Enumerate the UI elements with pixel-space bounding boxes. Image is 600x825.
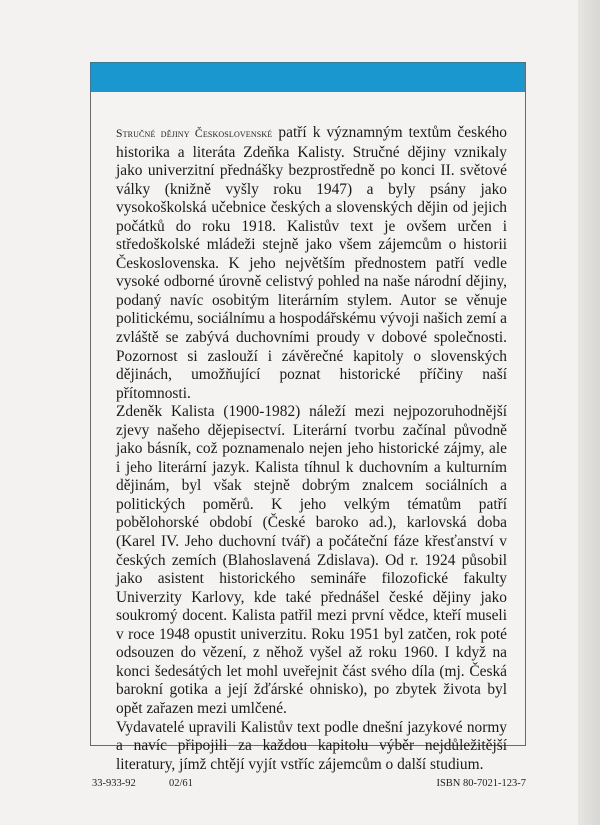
catalog-number: 02/61 [169,778,193,789]
text-frame [90,62,526,773]
catalog-code: 33-933-92 [92,778,136,789]
spine-edge [578,0,600,825]
paragraph-3: Vydavatelé upravili Kalistův text podle dnešní jazykové normy a navíc připojili za každou kapitolu výběr nejdůležitější literatury, jímž chtějí vyjít vstříc zájemcům o další studium. [116,718,507,773]
blue-header-band [91,63,525,92]
paragraph-2: Zdeněk Kalista (1900-1982) náleží mezi nejpozoruhodnější zjevy našeho dějepisectví. Literární tvorbu začínal původně jako básník, což poznamenalo nejen jeho historické zájmy, ale i jeho literární jazyk. Kalista tíhnul k duchovním a kulturním dějinám, byl však stejně dobrým znalcem sociálních a politických poměrů. K jeho velkým tématům patří pobělohorské období (České baroko ad.), karlovská doba (Karel IV. Jeho duchovní tvář) a počáteční fáze křesťanství v českých zemích (Blahoslavená Zdislava). Od r. 1924 působil jako asistent historického semináře filozofické fakulty Univerzity Karlovy, kde také přednášel české dějiny jako soukromý docent. Kalista patřil mezi první vědce, kteří museli v roce 1948 opustit univerzitu. Roku 1951 byl zatčen, rok poté odsouzen do vězení, z něhož vyšel až roku 1960. I když na konci šedesátých let mohl uveřejnit část svého díla (mj. Česká barokní gotika a její žďárské ohnisko), po zbytek života byl opět zařazen mezi umlčené. [116,403,507,717]
paragraph-1 [116,124,507,403]
blurb-text [116,124,507,774]
isbn: ISBN 80-7021-123-7 [436,778,526,789]
paragraph-1-body: patří k významným textům českého historika a literáta Zdeňka Kalisty. Stručné dějiny vznikaly jako univerzitní přednášky bezprostředně po konci II. světové války (knižně vyšly roku 1947) a byly psány jako vysokoškolská učebnice českých a slovenských dějin od jejich počátků do roku 1918. Kalistův text je ovšem určen i středoškolské mládeži stejně jako všem zájemcům o historii Československa. K jeho největším přednostem patří vedle vysoké odborné úrovně celistvý pohled na naše národní dějiny, podaný navíc osobitým literárním stylem. Autor se věnuje politickému, sociálnímu a hospodářskému vývoji našich zemí a zvláště se zabývá duchovními proudy v dobové společnosti. Pozornost si zaslouží i závěrečné kapitoly o slovenských dějinách, umožňující poznat historické příčiny naší přítomnosti. [116,124,507,402]
book-title-smallcaps: Stručné dějiny Československé [116,127,273,140]
